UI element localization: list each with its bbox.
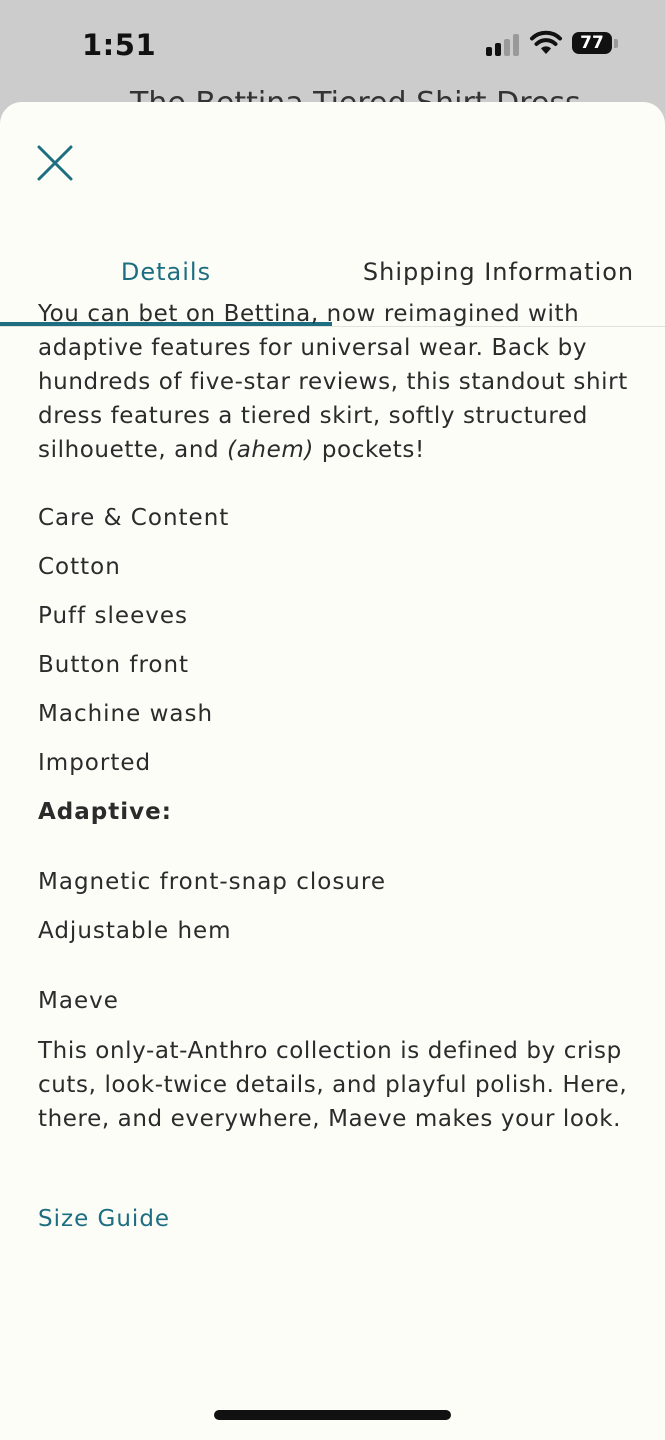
list-item: Puff sleeves [38, 603, 188, 629]
list-item: Adjustable hem [38, 918, 232, 944]
list-item: Machine wash [38, 701, 214, 727]
product-description: You can bet on Bettina, now reimagined with adaptive features for universal wear. Back by hundreds of five-star reviews, this standout shirt dress features a tiered skirt, softly structured silhouette, and (ahem) pockets! [38, 301, 628, 463]
adaptive-heading: Adaptive: [38, 799, 172, 825]
close-icon[interactable] [30, 138, 80, 188]
status-bar [0, 0, 665, 90]
description-emphasis: (ahem) [227, 437, 314, 463]
list-item: Imported [38, 750, 152, 776]
details-content [38, 297, 628, 1232]
list-item: Button front [38, 652, 190, 678]
battery-level: 77 [580, 33, 604, 53]
list-item: Cotton [38, 554, 121, 580]
brand-description: This only-at-Anthro collection is defined by crisp cuts, look-twice details, and playful polish. Here, there, and everywhere, Maeve makes your look. [38, 1038, 628, 1132]
size-guide-link[interactable]: Size Guide [38, 1206, 171, 1232]
battery-icon [572, 32, 618, 56]
status-time: 1:51 [82, 28, 157, 62]
tab-shipping-information[interactable]: Shipping Information [362, 258, 635, 286]
tab-details[interactable]: Details [120, 258, 212, 286]
brand-heading: Maeve [38, 988, 119, 1014]
home-indicator[interactable] [214, 1410, 451, 1420]
care-content-heading: Care & Content [38, 505, 230, 531]
details-sheet [0, 102, 665, 1440]
list-item: Magnetic front-snap closure [38, 869, 386, 895]
details-scroll-area[interactable] [0, 301, 665, 1440]
signal-icon [486, 34, 520, 56]
wifi-icon [530, 30, 562, 56]
